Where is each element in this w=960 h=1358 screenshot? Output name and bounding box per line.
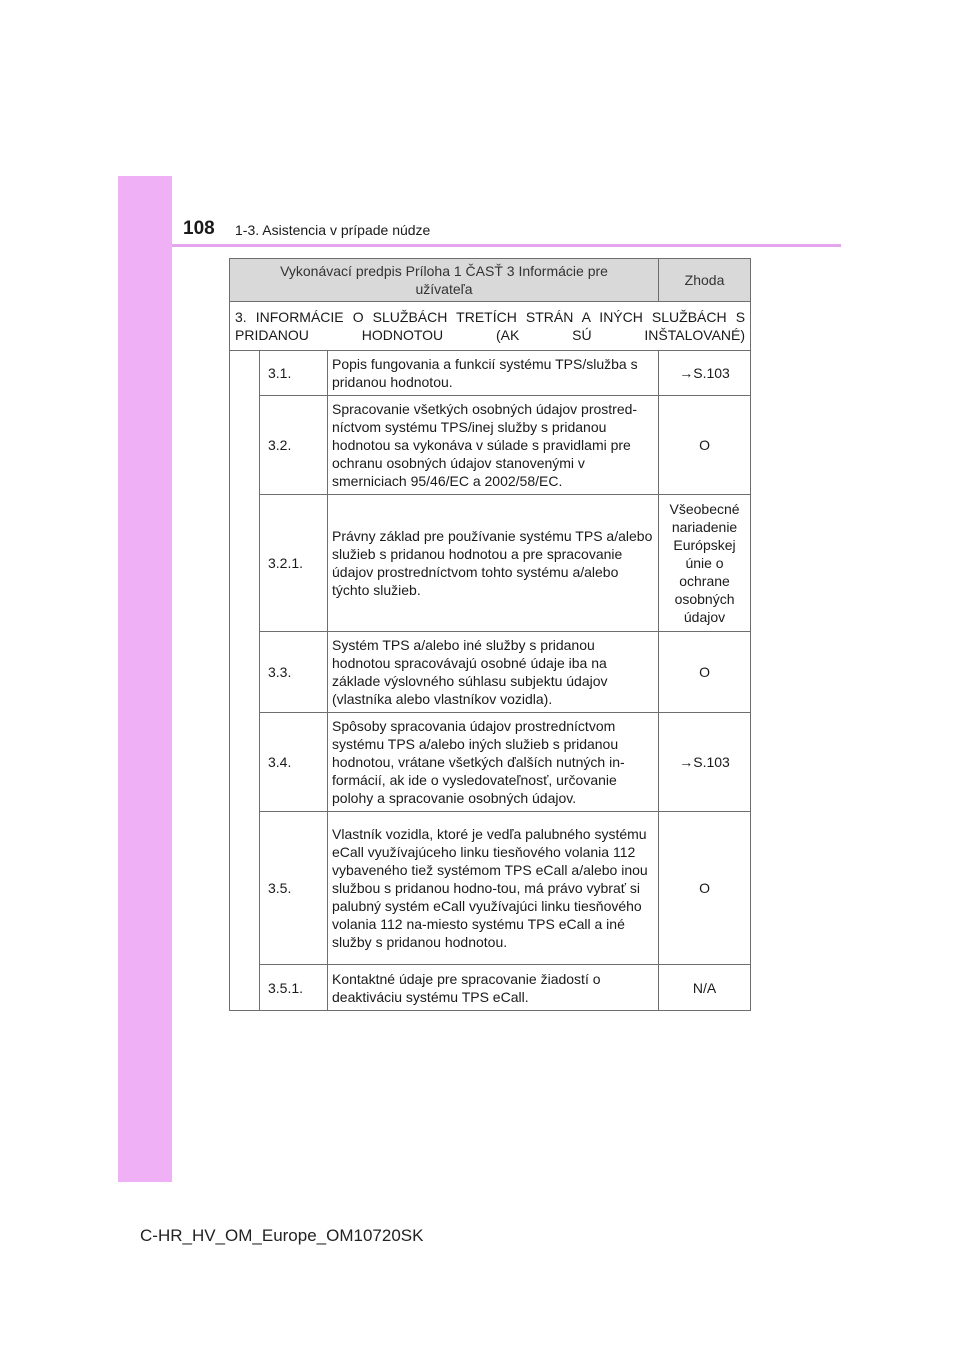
col-requirement-header: Vykonávací predpis Príloha 1 ČASŤ 3 Informácie pre užívateľa <box>230 259 659 302</box>
row-number: 3.2. <box>260 396 328 495</box>
section-row <box>230 302 751 351</box>
row-number: 3.5.1. <box>260 965 328 1011</box>
col-match-header: Zhoda <box>659 259 751 302</box>
row-match: Všeobecné nariadenie Európskej únie o ochrane osobných údajov <box>659 495 751 632</box>
section-title: 1-3. Asistencia v prípade núdze <box>235 222 431 238</box>
row-number: 3.1. <box>260 351 328 396</box>
info-table <box>229 258 751 1011</box>
page-number: 108 <box>183 218 215 239</box>
row-description: Spracovanie všetkých osobných údajov prostred-níctvom systému TPS/inej služby s pridanou hodnotou sa vykonáva v súlade s pravidlami pre ochranu osobných údajov stanovenými v smerniciach 95/46/EC a 2002/58/EC. <box>328 396 659 495</box>
table-row <box>230 495 751 632</box>
row-description: Systém TPS a/alebo iné služby s pridanou hodnotou spracovávajú osobné údaje iba na základe výslovného súhlasu subjektu údajov (vlastníka alebo vlastníkov vozidla). <box>328 632 659 713</box>
row-number: 3.3. <box>260 632 328 713</box>
row-description: Spôsoby spracovania údajov prostredníctvom systému TPS a/alebo iných služieb s pridanou hodnotou, vrátane všetkých ďalších nutných in-formácií, ak ide o vysledovateľnosť, určovanie polohy a spracovanie osobných údajov. <box>328 713 659 812</box>
table-header-row <box>230 259 751 302</box>
header-rule <box>172 244 841 247</box>
document-code: C-HR_HV_OM_Europe_OM10720SK <box>140 1226 424 1245</box>
row-number: 3.2.1. <box>260 495 328 632</box>
table-row <box>230 632 751 713</box>
row-description: Popis fungovania a funkcií systému TPS/služba s pridanou hodnotou. <box>328 351 659 396</box>
table-row <box>230 351 751 396</box>
row-match: →S.103 <box>659 713 751 812</box>
table-section-title: 3. INFORMÁCIE O SLUŽBÁCH TRETÍCH STRÁN A INÝCH SLUŽBÁCH S PRIDANOU HODNOTOU (AK SÚ INŠTALOVANÉ) <box>230 302 751 351</box>
table-row <box>230 965 751 1011</box>
row-description: Vlastník vozidla, ktoré je vedľa palubného systému eCall využívajúceho linku tiesňového volania 112 vybaveného tiež systémom TPS eCall a/alebo inou službou s pridanou hodno-tou, má právo vybrať si palubný systém eCall využívajúci linku tiesňového volania 112 na-miesto systému TPS eCall a iné služby s pridanou hodnotou. <box>328 812 659 965</box>
row-match: O <box>659 396 751 495</box>
indent-cell <box>230 351 260 1011</box>
row-description: Právny základ pre používanie systému TPS a/alebo služieb s pridanou hodnotou a pre spracovanie údajov prostredníctvom tohto systému a/alebo týchto služieb. <box>328 495 659 632</box>
row-match: O <box>659 632 751 713</box>
side-tab-bar <box>118 176 172 1182</box>
row-description: Kontaktné údaje pre spracovanie žiadostí o deaktiváciu systému TPS eCall. <box>328 965 659 1011</box>
table-row <box>230 713 751 812</box>
row-match: O <box>659 812 751 965</box>
row-number: 3.4. <box>260 713 328 812</box>
table-row <box>230 812 751 965</box>
table-row <box>230 396 751 495</box>
row-match: →S.103 <box>659 351 751 396</box>
row-match: N/A <box>659 965 751 1011</box>
row-number: 3.5. <box>260 812 328 965</box>
